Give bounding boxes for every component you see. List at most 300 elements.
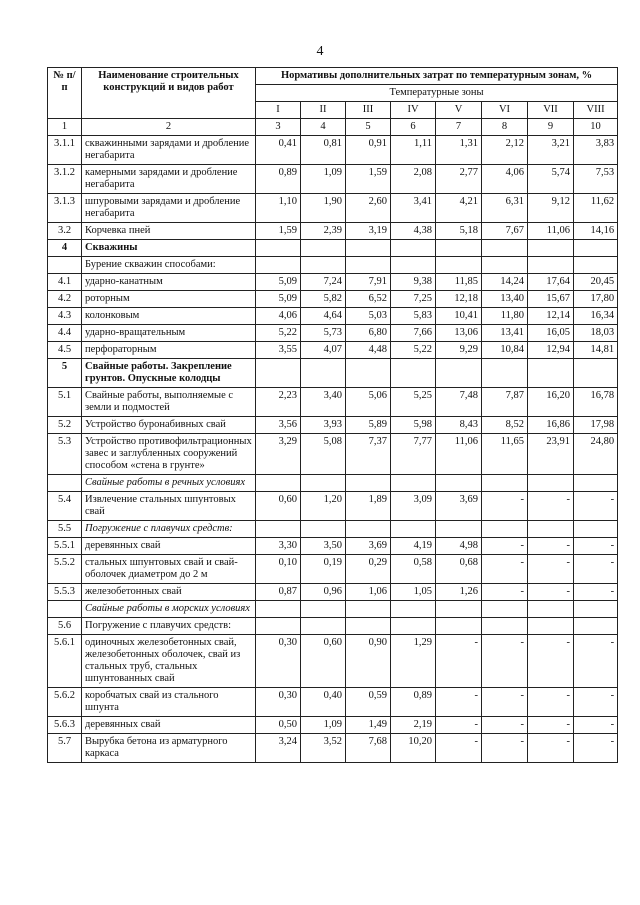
value-cell: 3,30	[256, 538, 301, 555]
row-number: 4.4	[48, 325, 82, 342]
column-number-cell: 1	[48, 119, 82, 136]
row-name: Свайные работы в речных условиях	[82, 475, 256, 492]
row-number: 4.2	[48, 291, 82, 308]
value-cell	[391, 359, 436, 388]
table-row	[48, 521, 618, 538]
value-cell: 1,59	[346, 165, 391, 194]
table-row	[48, 194, 618, 223]
value-cell: 10,20	[391, 734, 436, 763]
value-cell	[256, 240, 301, 257]
value-cell	[574, 521, 618, 538]
value-cell: 1,09	[301, 717, 346, 734]
row-name: Свайные работы. Закрепление грунтов. Опускные колодцы	[82, 359, 256, 388]
value-cell	[391, 601, 436, 618]
value-cell: 1,10	[256, 194, 301, 223]
table-row	[48, 434, 618, 475]
value-cell	[482, 521, 528, 538]
row-number: 3.1.2	[48, 165, 82, 194]
zone-header-cell: II	[301, 102, 346, 119]
value-cell: -	[436, 717, 482, 734]
value-cell: 8,43	[436, 417, 482, 434]
value-cell: 5,74	[528, 165, 574, 194]
value-cell: 4,48	[346, 342, 391, 359]
value-cell	[574, 475, 618, 492]
value-cell: 16,78	[574, 388, 618, 417]
row-name: колонковым	[82, 308, 256, 325]
value-cell	[482, 475, 528, 492]
row-name: Извлечение стальных шпунтовых свай	[82, 492, 256, 521]
table-row	[48, 717, 618, 734]
value-cell: 1,09	[301, 165, 346, 194]
value-cell	[301, 240, 346, 257]
column-number-cell: 3	[256, 119, 301, 136]
value-cell: 12,14	[528, 308, 574, 325]
value-cell	[436, 521, 482, 538]
value-cell: -	[574, 584, 618, 601]
table-row	[48, 274, 618, 291]
value-cell	[256, 257, 301, 274]
value-cell	[391, 521, 436, 538]
value-cell: 5,89	[346, 417, 391, 434]
value-cell: -	[482, 717, 528, 734]
value-cell: 2,39	[301, 223, 346, 240]
value-cell: 3,24	[256, 734, 301, 763]
row-number	[48, 601, 82, 618]
row-number: 5.1	[48, 388, 82, 417]
value-cell	[391, 240, 436, 257]
value-cell	[482, 240, 528, 257]
value-cell	[436, 601, 482, 618]
row-name: роторным	[82, 291, 256, 308]
row-number: 5.4	[48, 492, 82, 521]
value-cell: 5,83	[391, 308, 436, 325]
row-number	[48, 257, 82, 274]
value-cell: 3,55	[256, 342, 301, 359]
value-cell: 11,06	[436, 434, 482, 475]
value-cell	[574, 240, 618, 257]
value-cell: 16,86	[528, 417, 574, 434]
value-cell: 7,48	[436, 388, 482, 417]
value-cell	[346, 359, 391, 388]
value-cell: 8,52	[482, 417, 528, 434]
value-cell: 2,19	[391, 717, 436, 734]
value-cell: -	[528, 555, 574, 584]
value-cell: 3,19	[346, 223, 391, 240]
value-cell: -	[574, 555, 618, 584]
value-cell: 7,66	[391, 325, 436, 342]
value-cell: 17,80	[574, 291, 618, 308]
value-cell: 17,64	[528, 274, 574, 291]
value-cell: -	[528, 492, 574, 521]
value-cell: -	[436, 734, 482, 763]
value-cell: 5,09	[256, 274, 301, 291]
value-cell: 7,87	[482, 388, 528, 417]
column-number-cell: 10	[574, 119, 618, 136]
value-cell: 0,30	[256, 688, 301, 717]
value-cell: 5,22	[256, 325, 301, 342]
value-cell: 1,29	[391, 635, 436, 688]
value-cell: 3,56	[256, 417, 301, 434]
value-cell	[574, 257, 618, 274]
value-cell: 5,25	[391, 388, 436, 417]
value-cell: -	[528, 584, 574, 601]
value-cell: 0,41	[256, 136, 301, 165]
table-row	[48, 584, 618, 601]
value-cell	[256, 601, 301, 618]
row-name: Бурение скважин способами:	[82, 257, 256, 274]
value-cell: 1,89	[346, 492, 391, 521]
value-cell: 24,80	[574, 434, 618, 475]
value-cell	[301, 359, 346, 388]
value-cell: 13,06	[436, 325, 482, 342]
value-cell: 1,20	[301, 492, 346, 521]
value-cell: -	[528, 734, 574, 763]
value-cell	[436, 359, 482, 388]
value-cell	[346, 475, 391, 492]
value-cell	[301, 521, 346, 538]
value-cell: 4,98	[436, 538, 482, 555]
value-cell: 5,98	[391, 417, 436, 434]
value-cell	[574, 601, 618, 618]
value-cell: 7,67	[482, 223, 528, 240]
value-cell: 0,58	[391, 555, 436, 584]
value-cell	[528, 601, 574, 618]
table-row	[48, 475, 618, 492]
value-cell: 3,50	[301, 538, 346, 555]
row-number: 4.5	[48, 342, 82, 359]
row-number: 5.6.2	[48, 688, 82, 717]
value-cell: 1,05	[391, 584, 436, 601]
value-cell	[391, 618, 436, 635]
table-header	[48, 68, 618, 136]
value-cell: 3,83	[574, 136, 618, 165]
zone-header-cell: VI	[482, 102, 528, 119]
row-number: 4.1	[48, 274, 82, 291]
value-cell: 5,22	[391, 342, 436, 359]
value-cell: 0,60	[256, 492, 301, 521]
value-cell: 3,29	[256, 434, 301, 475]
value-cell	[574, 618, 618, 635]
row-name: ударно-канатным	[82, 274, 256, 291]
value-cell: 4,19	[391, 538, 436, 555]
value-cell: 1,11	[391, 136, 436, 165]
value-cell: -	[528, 688, 574, 717]
value-cell: 20,45	[574, 274, 618, 291]
value-cell	[528, 359, 574, 388]
value-cell: 13,40	[482, 291, 528, 308]
row-number: 5.6.3	[48, 717, 82, 734]
table-row	[48, 601, 618, 618]
value-cell: -	[482, 584, 528, 601]
row-name: Скважины	[82, 240, 256, 257]
table-row	[48, 538, 618, 555]
value-cell: 7,37	[346, 434, 391, 475]
value-cell: 3,69	[436, 492, 482, 521]
value-cell: 4,38	[391, 223, 436, 240]
value-cell	[482, 359, 528, 388]
value-cell: 1,90	[301, 194, 346, 223]
value-cell: 2,12	[482, 136, 528, 165]
row-name: железобетонных свай	[82, 584, 256, 601]
value-cell	[301, 475, 346, 492]
column-number-cell: 6	[391, 119, 436, 136]
value-cell: 0,91	[346, 136, 391, 165]
value-cell: 2,77	[436, 165, 482, 194]
value-cell: 5,08	[301, 434, 346, 475]
table-row	[48, 635, 618, 688]
value-cell: 5,82	[301, 291, 346, 308]
row-name: деревянных свай	[82, 717, 256, 734]
value-cell: 2,23	[256, 388, 301, 417]
value-cell: 11,80	[482, 308, 528, 325]
value-cell: -	[482, 538, 528, 555]
value-cell: 0,60	[301, 635, 346, 688]
value-cell: 5,09	[256, 291, 301, 308]
value-cell	[301, 257, 346, 274]
value-cell	[482, 601, 528, 618]
value-cell: 7,24	[301, 274, 346, 291]
value-cell: 10,84	[482, 342, 528, 359]
row-number: 5.2	[48, 417, 82, 434]
value-cell	[528, 240, 574, 257]
value-cell: 6,80	[346, 325, 391, 342]
value-cell: 7,77	[391, 434, 436, 475]
value-cell: 2,08	[391, 165, 436, 194]
column-number-cell: 9	[528, 119, 574, 136]
table-row	[48, 136, 618, 165]
value-cell: 14,16	[574, 223, 618, 240]
value-cell: 14,81	[574, 342, 618, 359]
value-cell: 3,40	[301, 388, 346, 417]
value-cell	[256, 475, 301, 492]
value-cell: 3,09	[391, 492, 436, 521]
row-number: 5.3	[48, 434, 82, 475]
value-cell: 5,73	[301, 325, 346, 342]
row-number: 4.3	[48, 308, 82, 325]
row-name: Погружение с плавучих средств:	[82, 618, 256, 635]
zone-header-cell: I	[256, 102, 301, 119]
column-number-cell: 5	[346, 119, 391, 136]
zone-header-cell: IV	[391, 102, 436, 119]
value-cell: 0,29	[346, 555, 391, 584]
value-cell: 13,41	[482, 325, 528, 342]
row-name: перфораторным	[82, 342, 256, 359]
table-row	[48, 308, 618, 325]
row-number: 5.7	[48, 734, 82, 763]
table-row	[48, 257, 618, 274]
value-cell: 1,31	[436, 136, 482, 165]
table-row	[48, 359, 618, 388]
norms-table	[47, 67, 618, 763]
value-cell	[436, 240, 482, 257]
value-cell	[436, 475, 482, 492]
zone-header-cell: VIII	[574, 102, 618, 119]
value-cell: -	[436, 635, 482, 688]
table-row	[48, 417, 618, 434]
value-cell: 10,41	[436, 308, 482, 325]
value-cell: 1,06	[346, 584, 391, 601]
value-cell: 7,25	[391, 291, 436, 308]
value-cell: 1,49	[346, 717, 391, 734]
value-cell: 1,59	[256, 223, 301, 240]
value-cell	[482, 618, 528, 635]
value-cell: 0,50	[256, 717, 301, 734]
value-cell: -	[574, 734, 618, 763]
table-row	[48, 555, 618, 584]
table-row	[48, 240, 618, 257]
row-name: одиночных железобетонных свай, железобетонных оболочек, свай из стальных труб, стальных шпунтованных свай	[82, 635, 256, 688]
value-cell: 4,06	[482, 165, 528, 194]
value-cell: -	[436, 688, 482, 717]
value-cell: -	[528, 635, 574, 688]
row-number: 3.1.1	[48, 136, 82, 165]
table-row	[48, 734, 618, 763]
value-cell	[528, 475, 574, 492]
value-cell: 0,40	[301, 688, 346, 717]
value-cell: 7,91	[346, 274, 391, 291]
value-cell: -	[528, 538, 574, 555]
row-name: деревянных свай	[82, 538, 256, 555]
value-cell	[256, 618, 301, 635]
value-cell: 4,06	[256, 308, 301, 325]
table-row	[48, 388, 618, 417]
value-cell	[346, 601, 391, 618]
value-cell: 5,06	[346, 388, 391, 417]
table-row	[48, 223, 618, 240]
value-cell: 2,60	[346, 194, 391, 223]
zone-header-cell: V	[436, 102, 482, 119]
row-name: Корчевка пней	[82, 223, 256, 240]
value-cell: 4,07	[301, 342, 346, 359]
value-cell	[391, 257, 436, 274]
page-number: 4	[316, 44, 324, 59]
row-name: Свайные работы в морских условиях	[82, 601, 256, 618]
value-cell	[528, 521, 574, 538]
value-cell: 0,96	[301, 584, 346, 601]
row-name: Устройство противофильтрационных завес и заглубленных сооружений способом «стена в грунте»	[82, 434, 256, 475]
value-cell: 3,52	[301, 734, 346, 763]
header-num: № п/п	[48, 68, 82, 119]
value-cell: 17,98	[574, 417, 618, 434]
row-name: Свайные работы, выполняемые с земли и подмостей	[82, 388, 256, 417]
value-cell: 7,68	[346, 734, 391, 763]
value-cell: 0,90	[346, 635, 391, 688]
value-cell: -	[482, 492, 528, 521]
value-cell: 11,85	[436, 274, 482, 291]
value-cell: 0,68	[436, 555, 482, 584]
value-cell: 16,34	[574, 308, 618, 325]
value-cell	[256, 521, 301, 538]
value-cell	[346, 618, 391, 635]
value-cell: 12,94	[528, 342, 574, 359]
value-cell: 11,65	[482, 434, 528, 475]
table-row	[48, 492, 618, 521]
value-cell	[346, 240, 391, 257]
value-cell: 11,06	[528, 223, 574, 240]
table-body	[48, 136, 618, 763]
value-cell: 16,20	[528, 388, 574, 417]
table-row	[48, 618, 618, 635]
value-cell: 23,91	[528, 434, 574, 475]
value-cell: 0,89	[256, 165, 301, 194]
row-number: 5.6.1	[48, 635, 82, 688]
zone-header-cell: VII	[528, 102, 574, 119]
header-norms-title: Нормативы дополнительных затрат по температурным зонам, %	[256, 68, 618, 85]
value-cell: 5,03	[346, 308, 391, 325]
value-cell: -	[482, 734, 528, 763]
value-cell	[436, 618, 482, 635]
table-row	[48, 688, 618, 717]
column-number-cell: 7	[436, 119, 482, 136]
row-name: скважинными зарядами и дробление негабарита	[82, 136, 256, 165]
table-row	[48, 325, 618, 342]
value-cell: -	[482, 635, 528, 688]
row-number: 3.2	[48, 223, 82, 240]
header-zones-title: Температурные зоны	[256, 85, 618, 102]
value-cell: 6,31	[482, 194, 528, 223]
value-cell	[301, 601, 346, 618]
value-cell: 1,26	[436, 584, 482, 601]
value-cell: 15,67	[528, 291, 574, 308]
value-cell: 11,62	[574, 194, 618, 223]
column-number-cell: 8	[482, 119, 528, 136]
value-cell: 3,21	[528, 136, 574, 165]
value-cell: -	[574, 717, 618, 734]
row-name: Устройство буронабивных свай	[82, 417, 256, 434]
value-cell	[346, 521, 391, 538]
value-cell: 0,59	[346, 688, 391, 717]
value-cell	[528, 618, 574, 635]
value-cell: -	[574, 635, 618, 688]
value-cell: -	[482, 555, 528, 584]
row-name: стальных шпунтовых свай и свай-оболочек диаметром до 2 м	[82, 555, 256, 584]
row-number: 5.6	[48, 618, 82, 635]
row-number: 5.5.3	[48, 584, 82, 601]
zone-header-cell: III	[346, 102, 391, 119]
column-number-cell: 4	[301, 119, 346, 136]
value-cell: -	[574, 538, 618, 555]
value-cell: 9,12	[528, 194, 574, 223]
value-cell: 9,29	[436, 342, 482, 359]
value-cell: 0,81	[301, 136, 346, 165]
value-cell	[482, 257, 528, 274]
value-cell: 5,18	[436, 223, 482, 240]
value-cell: 3,93	[301, 417, 346, 434]
row-name: Вырубка бетона из арматурного каркаса	[82, 734, 256, 763]
value-cell	[256, 359, 301, 388]
row-number: 5	[48, 359, 82, 388]
table-row	[48, 291, 618, 308]
value-cell	[436, 257, 482, 274]
value-cell	[574, 359, 618, 388]
table-row	[48, 165, 618, 194]
value-cell: 0,30	[256, 635, 301, 688]
table-row	[48, 342, 618, 359]
value-cell: 6,52	[346, 291, 391, 308]
row-name: шпуровыми зарядами и дробление негабарита	[82, 194, 256, 223]
value-cell: 14,24	[482, 274, 528, 291]
value-cell: -	[528, 717, 574, 734]
row-number	[48, 475, 82, 492]
value-cell: 9,38	[391, 274, 436, 291]
column-number-row	[48, 119, 618, 136]
row-name: камерными зарядами и дробление негабарита	[82, 165, 256, 194]
value-cell: 0,10	[256, 555, 301, 584]
value-cell: 4,64	[301, 308, 346, 325]
value-cell: 7,53	[574, 165, 618, 194]
value-cell: 4,21	[436, 194, 482, 223]
value-cell	[528, 257, 574, 274]
